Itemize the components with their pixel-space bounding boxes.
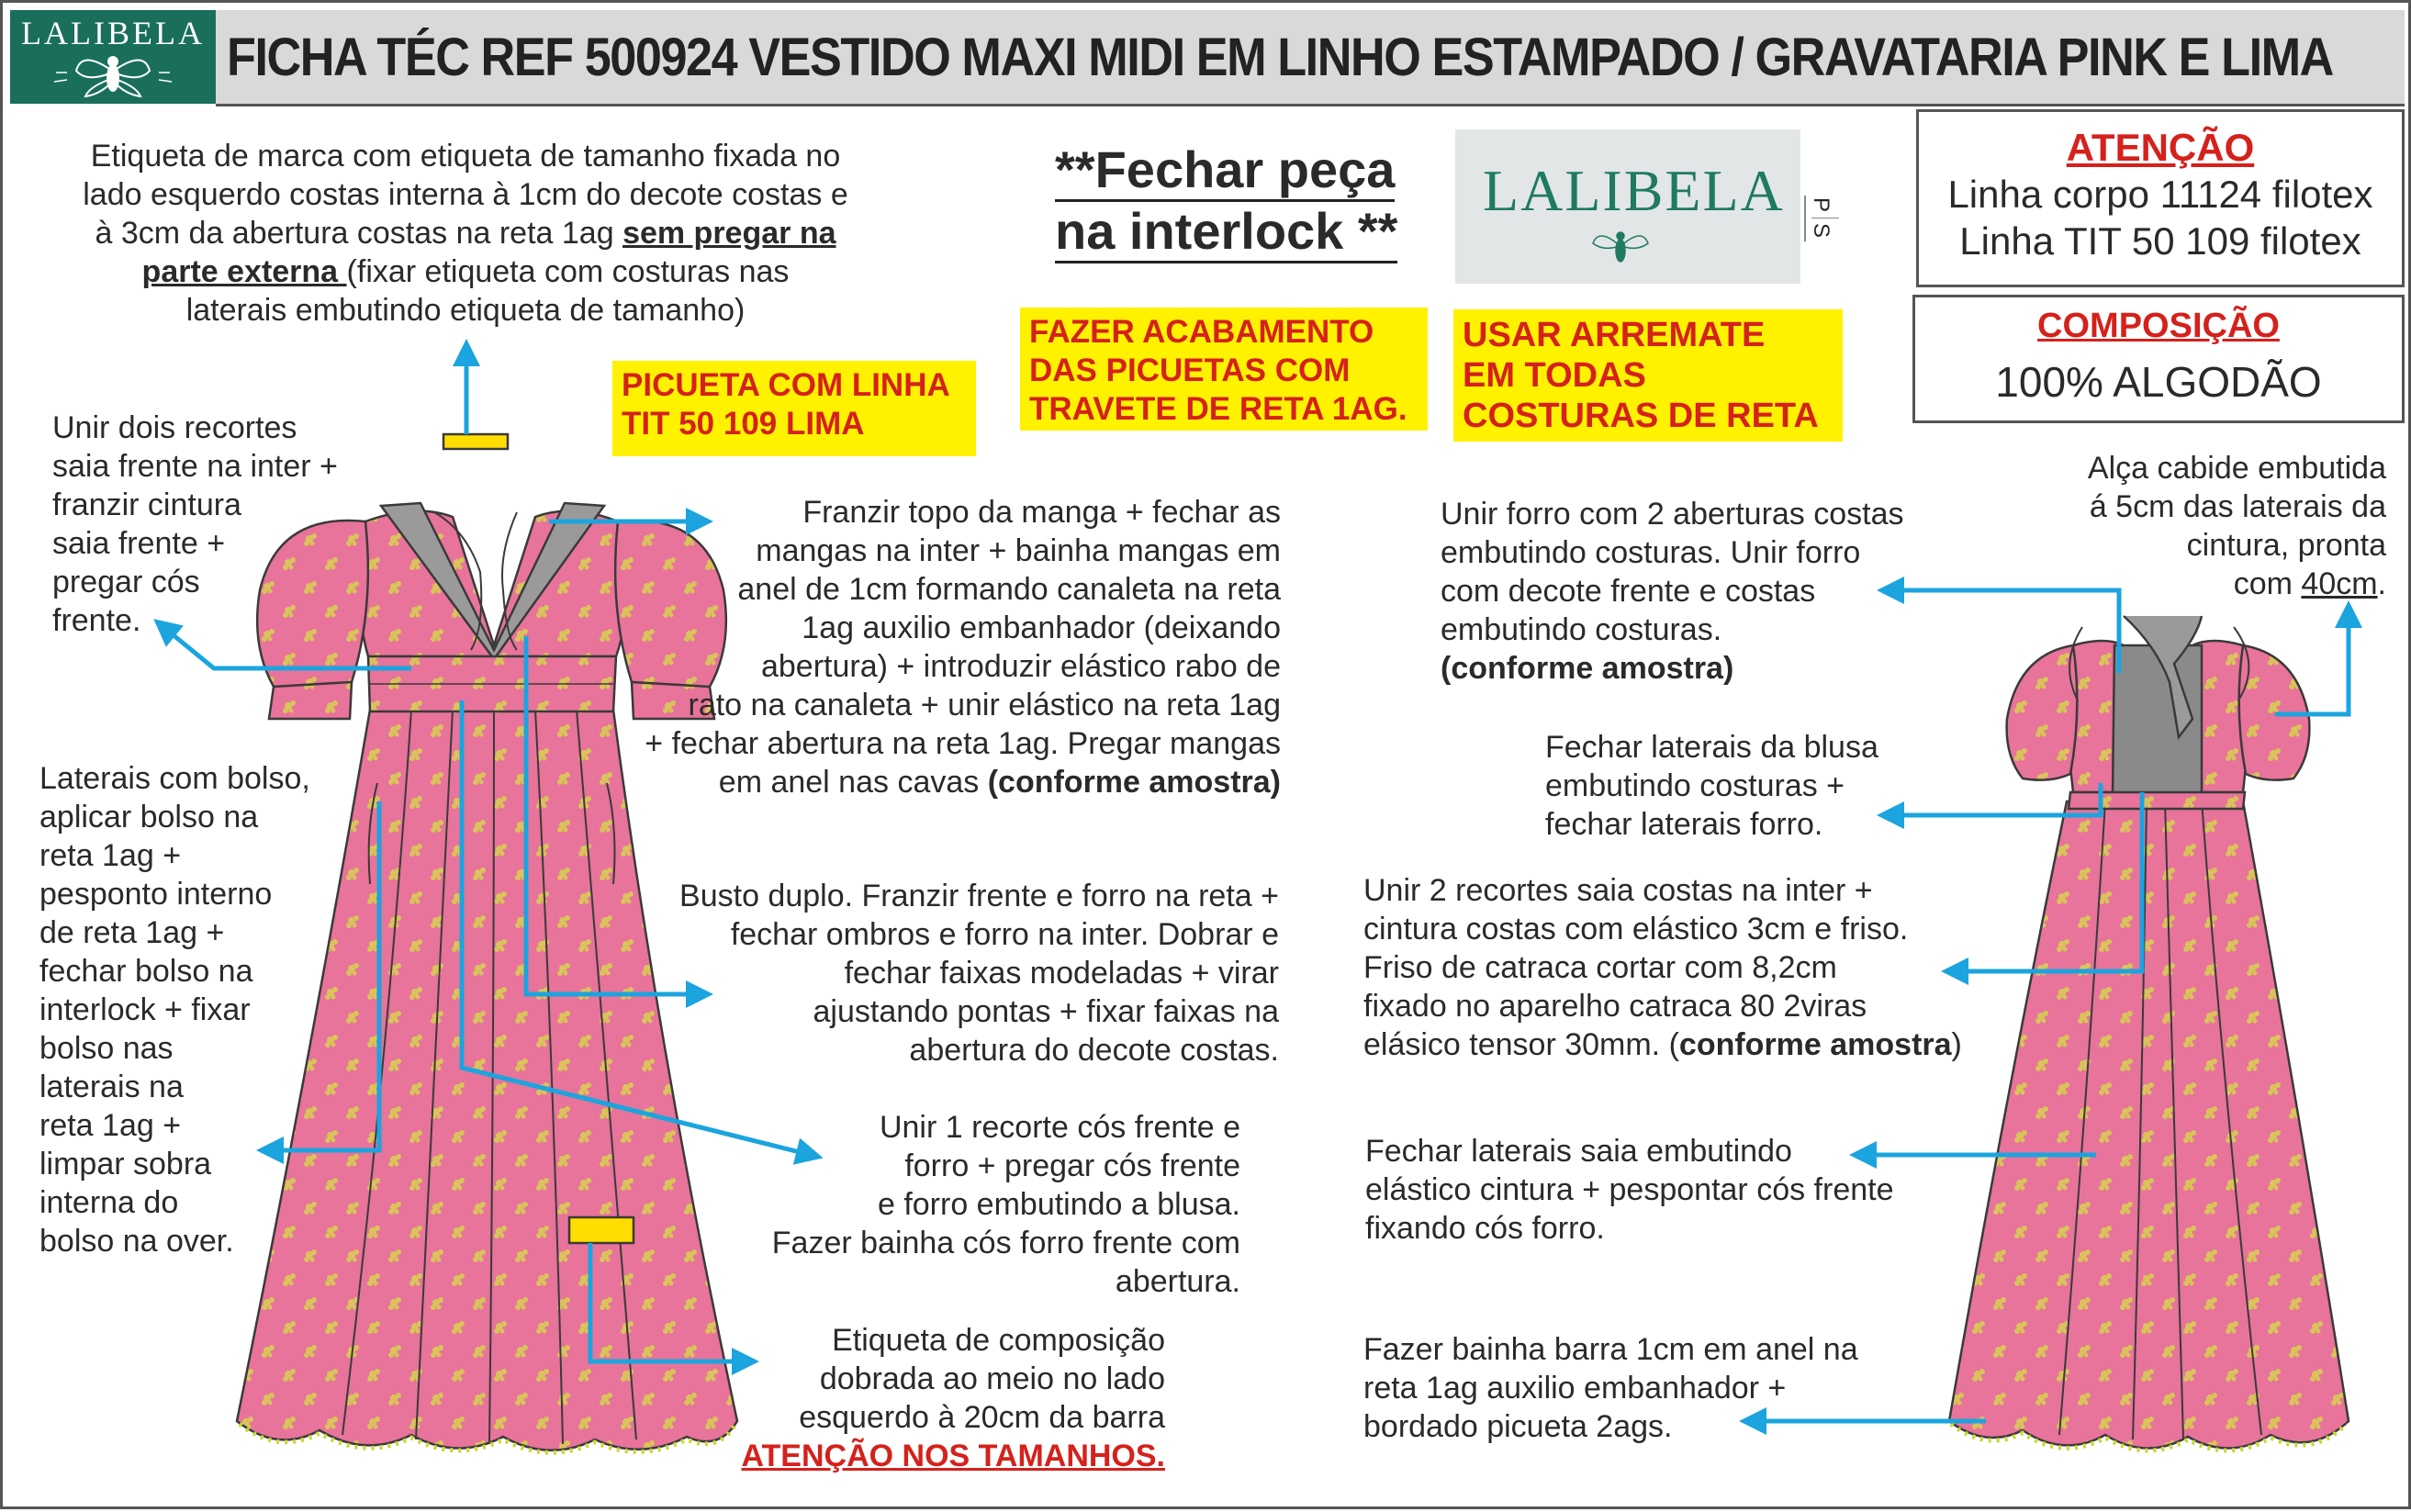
note-composition-label: Etiqueta de composição dobrada ao meio no lado esquerdo à 20cm da barra ATENÇÃO NOS TAMANHOS. — [741, 1323, 1165, 1473]
note-back-skirt: Unir 2 recortes saia costas na inter + cintura costas com elástico 3cm e friso. Friso de catraca cortar com 8,2cm fixado no aparelho catraca 80 2viras elásico tensor 30mm. (conforme amostra) — [1363, 873, 1962, 1062]
size-tag — [1804, 196, 1846, 241]
note-sleeves: Franzir topo da manga + fechar as mangas na inter + bainha mangas em anel de 1cm formando canaleta na reta 1ag auxilio embanhador (deixando abertura) + introduzir elástico rabo de rato na canaleta + unir elástico na reta 1ag + fechar abertura na reta 1ag. Pregar mangas em anel nas cavas (conforme amostra) — [645, 495, 1281, 800]
note-skirt-front: Unir dois recortes saia frente na inter + franzir cintura saia frente + pregar cós frente. — [52, 410, 338, 638]
note-waistband: Unir 1 recorte cós frente e forro + pregar cós frente e forro embutindo a blusa. Fazer bainha cós forro frente com abertura. — [771, 1110, 1240, 1299]
picueta-finish-callout: FAZER ACABAMENTO DAS PICUETAS COM TRAVETE DE RETA 1AG. — [1020, 308, 1428, 431]
note-pockets: Laterais com bolso, aplicar bolso na reta 1ag + pesponto interno de reta 1ag + fechar bolso na interlock + fixar bolso nas laterais na reta 1ag + limpar sobra interna do bolso na over. — [39, 761, 310, 1259]
picueta-line-callout: PICUETA COM LINHA TIT 50 109 LIMA — [612, 361, 976, 456]
size-p: P — [1809, 196, 1834, 213]
attention-heading: ATENÇÃO — [2066, 126, 2255, 169]
note-hem: Fazer bainha barra 1cm em anel na reta 1ag auxilio embanhador + bordado picueta 2ags. — [1363, 1332, 1858, 1444]
composition-heading: COMPOSIÇÃO — [2037, 307, 2280, 345]
bee-icon — [1455, 129, 1800, 284]
composition-value: 100% ALGODÃO — [1995, 358, 2322, 406]
note-hanger: Alça cabide embutida á 5cm das laterais da cintura, pronta com 40cm. — [2087, 451, 2386, 601]
brand-name: LALIBELA — [1483, 158, 1785, 223]
attention-line-1: Linha corpo 11124 filotex — [1947, 173, 2373, 216]
note-blouse-sides: Fechar laterais da blusa embutindo costuras + fechar laterais forro. — [1545, 730, 1878, 842]
note-bust: Busto duplo. Franzir frente e forro na reta + fechar ombros e forro na inter. Dobrar e fechar faixas modeladas + virar ajustando pontas + fixar faixas na abertura do decote costas. — [679, 879, 1279, 1068]
composition-box — [1912, 295, 2405, 423]
attention-box — [1916, 109, 2405, 287]
note-skirt-sides: Fechar laterais saia embutindo elástico cintura + pespontar cós frente fixando cós forro. — [1365, 1134, 1894, 1246]
note-brand-label: Etiqueta de marca com etiqueta de tamanho fixada no lado esquerdo costas interna à 1cm do decote costas e à 3cm da abertura costas na reta 1ag sem pregar na parte externa (fixar etiqueta com costuras nas laterais embutindo etiqueta de tamanho) — [83, 139, 848, 328]
logo-text: LALIBELA — [21, 15, 205, 51]
brand-label-tag — [1455, 129, 1800, 284]
page-title: FICHA TÉC REF 500924 VESTIDO MAXI MIDI EM LINHO ESTAMPADO / GRAVATARIA PINK E LIMA — [227, 28, 2333, 87]
note-lining: Unir forro com 2 aberturas costas embutindo costuras. Unir forro com decote frente e costas embutindo costuras. (conforme amostra) — [1441, 497, 1904, 686]
arremate-callout: USAR ARREMATE EM TODAS COSTURAS DE RETA — [1453, 309, 1843, 442]
size-s: S — [1809, 222, 1834, 239]
attention-line-2: Linha TIT 50 109 filotex — [1959, 219, 2361, 263]
close-interlock-note: **Fechar peça na interlock ** — [1055, 140, 1422, 263]
